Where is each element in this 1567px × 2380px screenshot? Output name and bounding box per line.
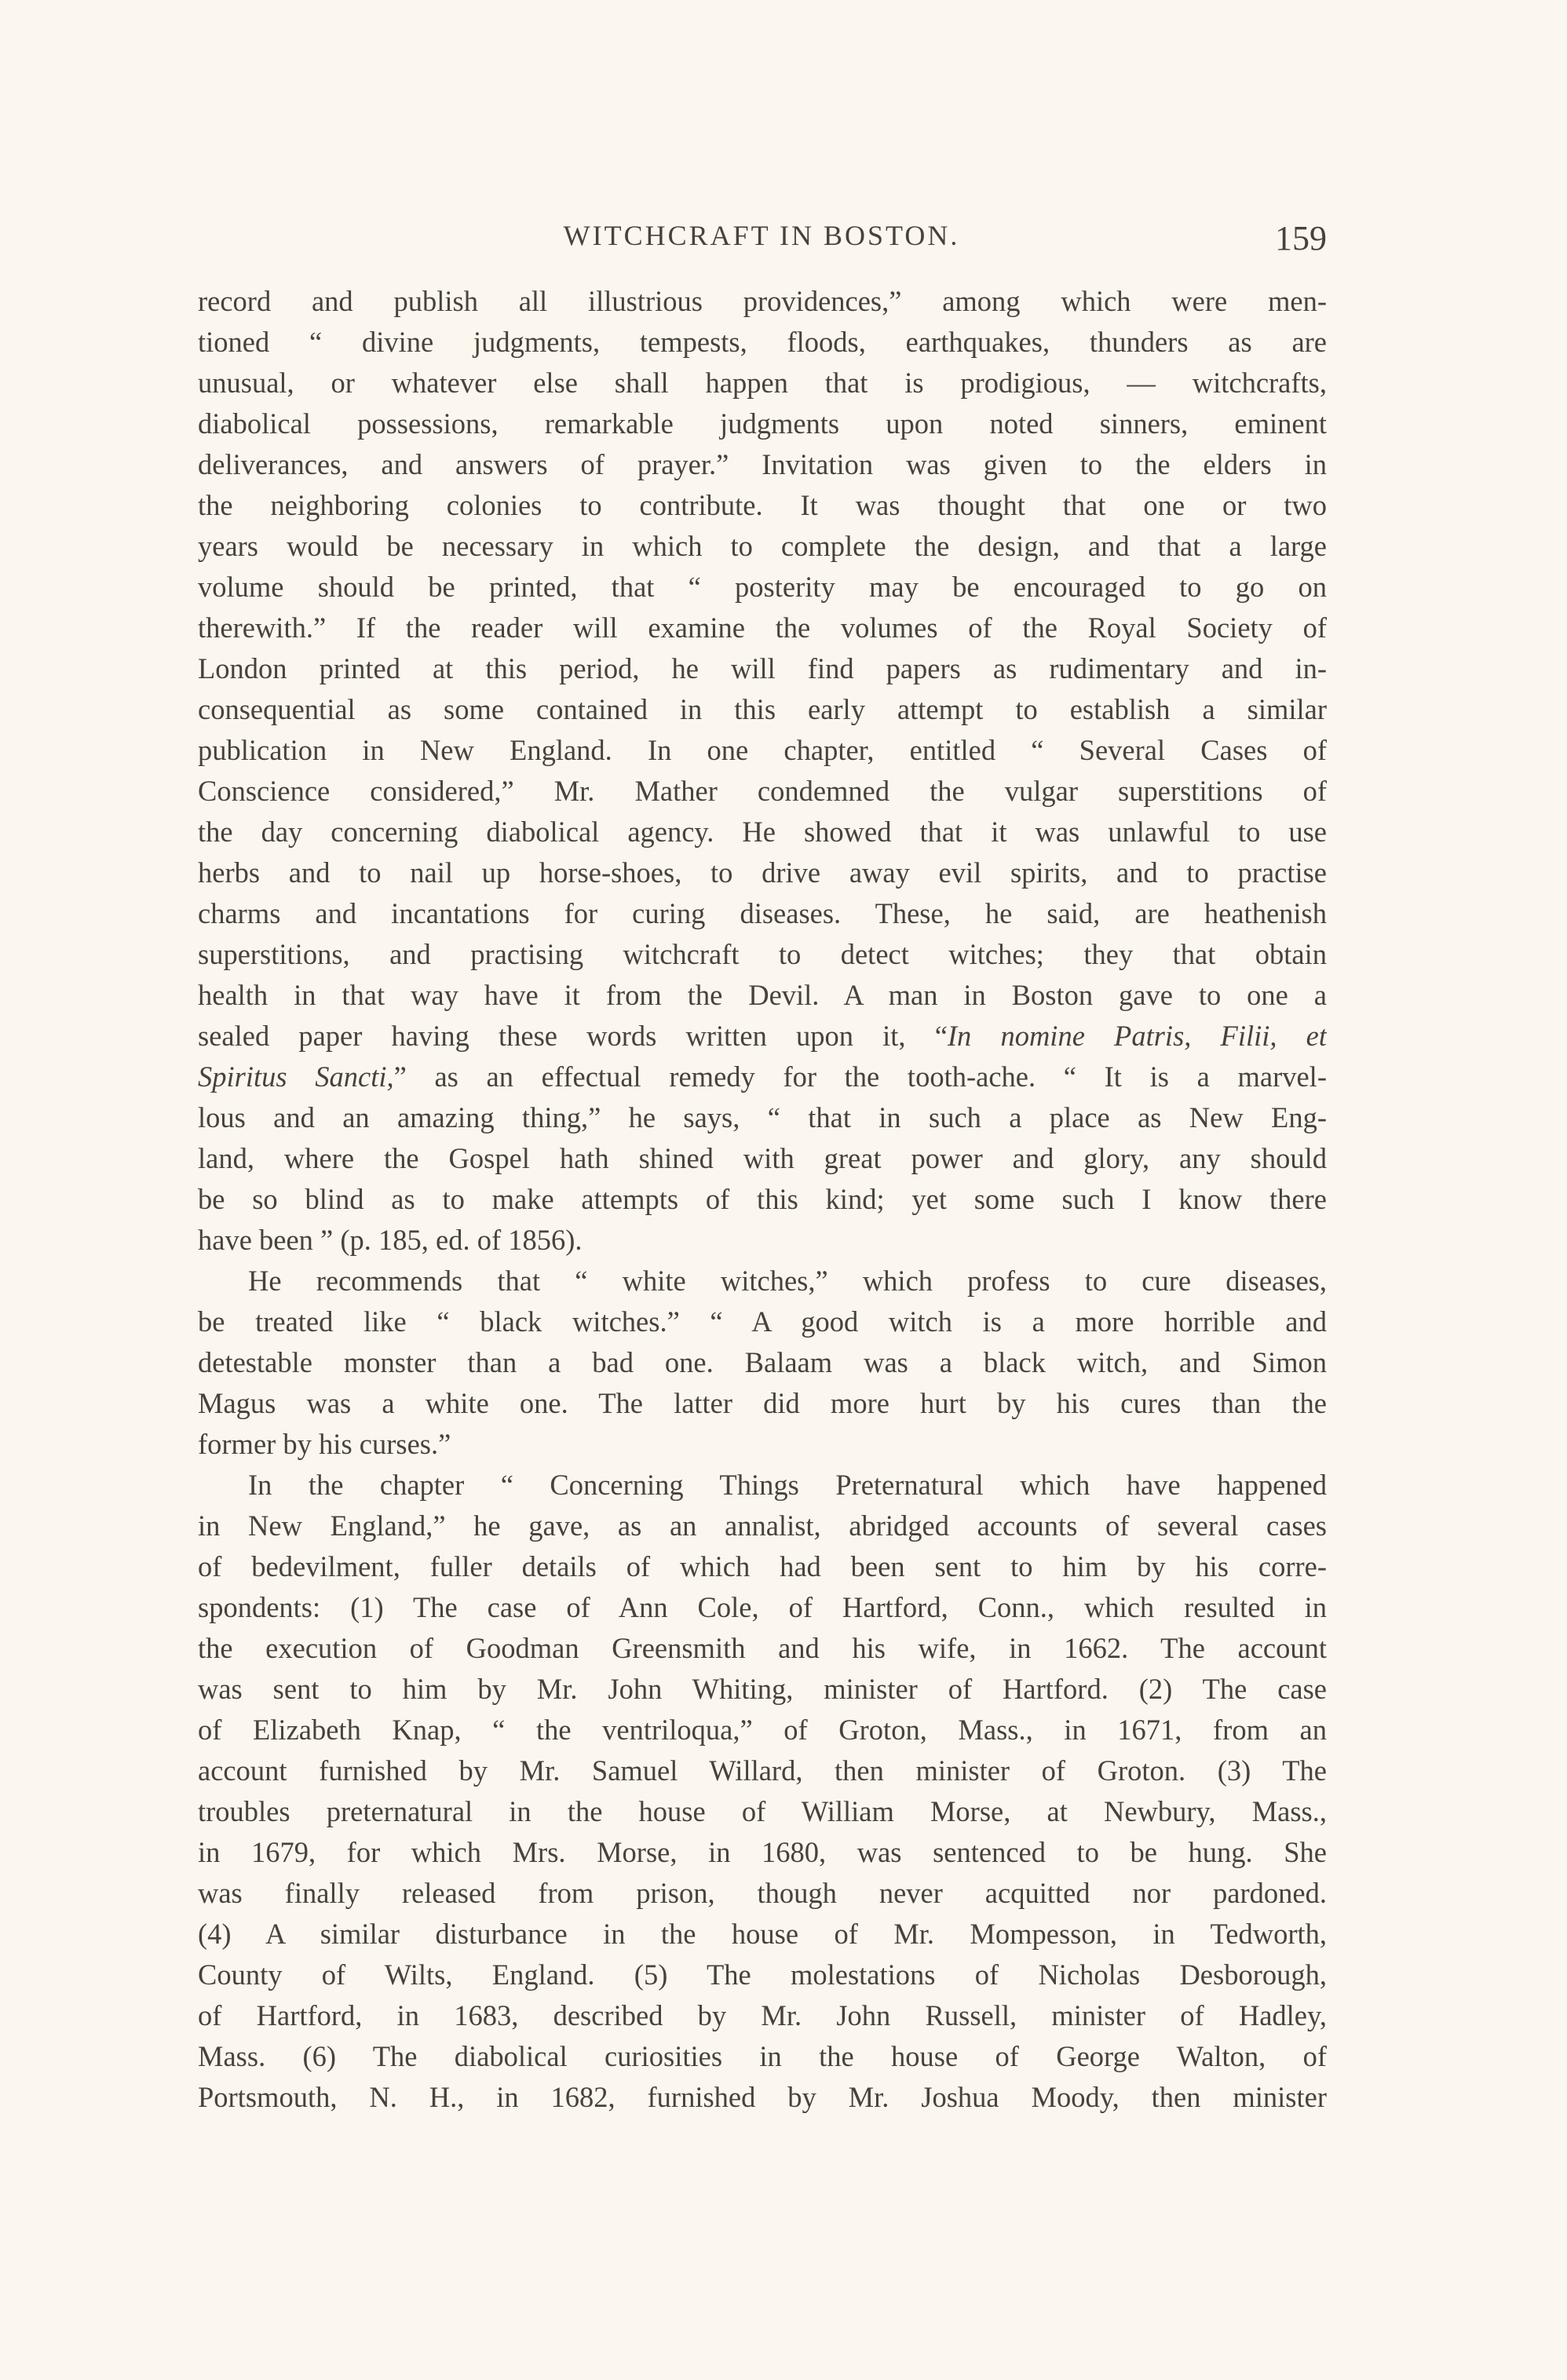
text-line: County of Wilts, England. (5) The molestations of Nicholas Desborough, (198, 1958, 1327, 1991)
text-line: was finally released from prison, though never acquitted nor pardoned. (198, 1877, 1327, 1909)
text-line: in New England,” he gave, as an annalist, abridged accounts of several cases (198, 1509, 1327, 1542)
text-segment: sealed paper having these words written upon it, “ (198, 1020, 948, 1052)
text-line: therewith.” If the reader will examine the volumes of the Royal Society of (198, 611, 1327, 644)
text-line: superstitions, and practising witchcraft to detect witches; they that obtain (198, 938, 1327, 970)
text-line: Mass. (6) The diabolical curiosities in the house of George Walton, of (198, 2040, 1327, 2072)
text-line-mixed (198, 1057, 1327, 1097)
text-line: be treated like “ black witches.” “ A good witch is a more horrible and (198, 1305, 1327, 1338)
text-line: (4) A similar disturbance in the house of Mr. Mompesson, in Tedworth, (198, 1918, 1327, 1950)
latin-phrase: Spiritus Sancti, (198, 1060, 394, 1093)
text-line: deliverances, and answers of prayer.” Invitation was given to the elders in (198, 448, 1327, 480)
page-number: 159 (1275, 219, 1327, 257)
text-line: spondents: (1) The case of Ann Cole, of Hartford, Conn., which resulted in (198, 1591, 1327, 1623)
text-line: herbs and to nail up horse-shoes, to drive away evil spirits, and to practise (198, 856, 1327, 889)
text-line: health in that way have it from the Devil. A man in Boston gave to one a (198, 979, 1327, 1011)
text-line: of Hartford, in 1683, described by Mr. John Russell, minister of Hadley, (198, 1999, 1327, 2031)
text-line: In the chapter “ Concerning Things Preternatural which have happened (248, 1469, 1327, 1501)
text-line: charms and incantations for curing diseases. These, he said, are heathenish (198, 897, 1327, 929)
text-line: unusual, or whatever else shall happen that is prodigious, — witchcrafts, (198, 367, 1327, 399)
text-line: the execution of Goodman Greensmith and his wife, in 1662. The account (198, 1632, 1327, 1664)
text-line: consequential as some contained in this early attempt to establish a similar (198, 693, 1327, 725)
text-line: lous and an amazing thing,” he says, “ that in such a place as New Eng- (198, 1101, 1327, 1133)
text-line-mixed (198, 1016, 1327, 1057)
running-header (196, 212, 1327, 259)
text-line: of Elizabeth Knap, “ the ventriloqua,” of Groton, Mass., in 1671, from an (198, 1714, 1327, 1746)
latin-phrase: In nomine Patris, Filii, et (947, 1020, 1327, 1052)
text-line: account furnished by Mr. Samuel Willard, then minister of Groton. (3) The (198, 1754, 1327, 1787)
text-line: Conscience considered,” Mr. Mather condemned the vulgar superstitions of (198, 775, 1327, 807)
text-line: record and publish all illustrious providences,” among which were men- (198, 285, 1327, 317)
text-line: was sent to him by Mr. John Whiting, minister of Hartford. (2) The case (198, 1673, 1327, 1705)
text-line: tioned “ divine judgments, tempests, floods, earthquakes, thunders as are (198, 326, 1327, 358)
text-line: Magus was a white one. The latter did more hurt by his cures than the (198, 1387, 1327, 1419)
text-line: volume should be printed, that “ posterity may be encouraged to go on (198, 571, 1327, 603)
text-line: Portsmouth, N. H., in 1682, furnished by Mr. Joshua Moody, then minister (198, 2081, 1327, 2113)
text-line: detestable monster than a bad one. Balaam was a black witch, and Simon (198, 1346, 1327, 1378)
text-segment: ” as an effectual remedy for the tooth-ache. “ It is a marvel- (393, 1060, 1327, 1093)
text-line: London printed at this period, he will find papers as rudimentary and in- (198, 652, 1327, 684)
text-line: publication in New England. In one chapter, entitled “ Several Cases of (198, 734, 1327, 766)
text-line: the neighboring colonies to contribute. It was thought that one or two (198, 489, 1327, 521)
text-line: have been ” (p. 185, ed. of 1856). (198, 1224, 583, 1256)
text-line: years would be necessary in which to complete the design, and that a large (198, 530, 1327, 562)
text-line: former by his curses.” (198, 1428, 451, 1460)
text-line: be so blind as to make attempts of this kind; yet some such I know there (198, 1183, 1327, 1215)
body-text (198, 281, 1327, 2118)
text-line: He recommends that “ white witches,” which profess to cure diseases, (248, 1265, 1327, 1297)
text-line: diabolical possessions, remarkable judgments upon noted sinners, eminent (198, 407, 1327, 440)
text-line: land, where the Gospel hath shined with great power and glory, any should (198, 1142, 1327, 1174)
text-line: troubles preternatural in the house of William Morse, at Newbury, Mass., (198, 1795, 1327, 1827)
text-line: of bedevilment, fuller details of which had been sent to him by his corre- (198, 1550, 1327, 1582)
text-line: the day concerning diabolical agency. He showed that it was unlawful to use (198, 816, 1327, 848)
text-line: in 1679, for which Mrs. Morse, in 1680, was sentenced to be hung. She (198, 1836, 1327, 1868)
running-title: WITCHCRAFT IN BOSTON. (563, 220, 960, 251)
